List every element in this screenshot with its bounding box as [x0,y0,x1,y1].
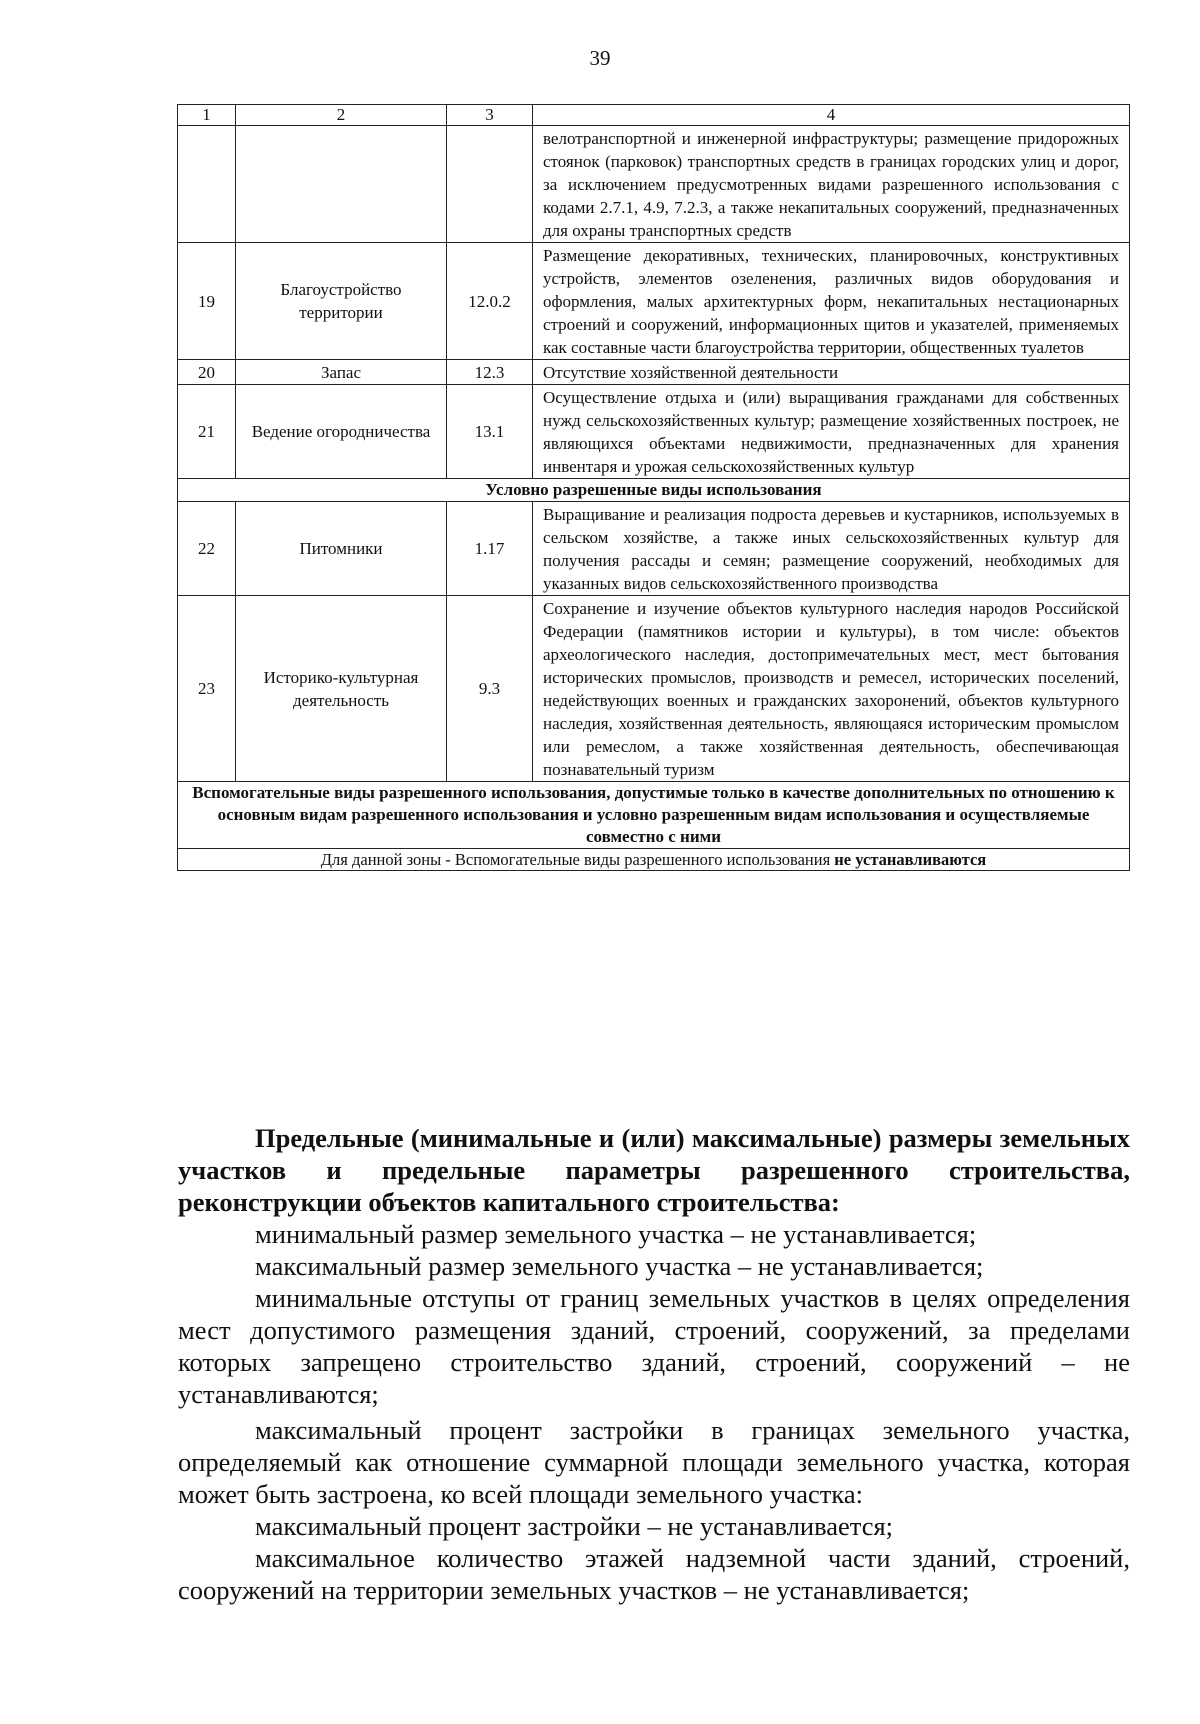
row-number: 21 [178,385,236,479]
table-row [178,243,1130,360]
row-code: 13.1 [447,385,533,479]
row-description: Отсутствие хозяйственной деятельности [533,360,1130,385]
auxiliary-uses-heading: Вспомогательные виды разрешенного использования, допустимые только в качестве дополнительных по отношению к основным видам разрешенного использования и условно разрешенным видам использования и осуществляемые совместно с ними [178,782,1130,849]
row-code: 12.0.2 [447,243,533,360]
row-name: Благоустройство территории [236,243,447,360]
table-row [178,502,1130,596]
table-header-row [178,105,1130,126]
row-name: Ведение огородничества [236,385,447,479]
row-name: Питомники [236,502,447,596]
row-description: Сохранение и изучение объектов культурного наследия народов Российской Федерации (памятников истории и культуры), в том числе: объектов археологического наследия, достопримечательных мест, мест бытования исторических промыслов, производств и ремесел, исторических поселений, недействующих военных и гражданских захоронений, объектов культурного наследия, хозяйственная деятельность, являющаяся историческим промыслом или ремеслом, а также хозяйственная деятельность, обеспечивающая познавательный туризм [533,596,1130,782]
paragraph: минимальный размер земельного участка – не устанавливается; [255,1219,977,1249]
row-code: 9.3 [447,596,533,782]
row-name: Историко-культурная деятельность [236,596,447,782]
section-row [178,479,1130,502]
note-emphasis: не устанавливаются [834,850,987,869]
row-description: Осуществление отдыха и (или) выращивания гражданами для собственных нужд сельскохозяйственных культур; размещение хозяйственных построек, не являющихся объектами недвижимости, предназначенных для хранения инвентаря и урожая сельскохозяйственных культур [533,385,1130,479]
section-heading: Предельные (минимальные и (или) максимальные) размеры земельных участков и предельные параметры разрешенного строительства, реконструкции объектов капитального строительства: [178,1123,1130,1217]
paragraph: минимальные отступы от границ земельных участков в целях определения мест допустимого размещения зданий, строений, сооружений, за пределами которых запрещено строительство зданий, строений, сооружений – не устанавливаются; [178,1283,1130,1409]
page-number: 39 [589,46,611,70]
row-number: 20 [178,360,236,385]
table-row [178,126,1130,243]
row-code: 12.3 [447,360,533,385]
column-header: 4 [533,105,1130,126]
parameters-section [178,1122,1130,1606]
section-row [178,782,1130,849]
paragraph: максимальное количество этажей надземной части зданий, строений, сооружений на территории земельных участков – не устанавливается; [178,1543,1130,1605]
auxiliary-uses-note [178,849,1130,871]
row-description: велотранспортной и инженерной инфраструктуры; размещение придорожных стоянок (парковок) транспортных средств в границах городских улиц и дорог, за исключением предусмотренных видами разрешенного использования с кодами 2.7.1, 4.9, 7.2.3, а также некапитальных сооружений, предназначенных для охраны транспортных средств [533,126,1130,243]
paragraph: максимальный процент застройки в границах земельного участка, определяемый как отношение суммарной площади земельного участка, которая может быть застроена, ко всей площади земельного участка: [178,1415,1130,1509]
paragraph: максимальный размер земельного участка – не устанавливается; [255,1251,984,1281]
row-name: Запас [236,360,447,385]
table-row [178,385,1130,479]
paragraph: максимальный процент застройки – не устанавливается; [255,1511,894,1541]
conditional-uses-heading: Условно разрешенные виды использования [178,479,1130,502]
row-number [178,126,236,243]
row-number: 23 [178,596,236,782]
table-row [178,596,1130,782]
row-description: Размещение декоративных, технических, планировочных, конструктивных устройств, элементов озеленения, различных видов оборудования и оформления, малых архитектурных форм, некапитальных нестационарных строений и сооружений, информационных щитов и указателей, применяемых как составные части благоустройства территории, общественных туалетов [533,243,1130,360]
row-description: Выращивание и реализация подроста деревьев и кустарников, используемых в сельском хозяйстве, а также иных сельскохозяйственных культур для получения рассады и семян; размещение сооружений, необходимых для указанных видов сельскохозяйственного производства [533,502,1130,596]
row-number: 19 [178,243,236,360]
table-row [178,360,1130,385]
note-text: Для данной зоны - Вспомогательные виды разрешенного использования [320,850,835,869]
row-code: 1.17 [447,502,533,596]
column-header: 1 [178,105,236,126]
note-row [178,849,1130,871]
row-name [236,126,447,243]
column-header: 2 [236,105,447,126]
land-use-table [177,104,1130,871]
row-number: 22 [178,502,236,596]
row-code [447,126,533,243]
column-header: 3 [447,105,533,126]
